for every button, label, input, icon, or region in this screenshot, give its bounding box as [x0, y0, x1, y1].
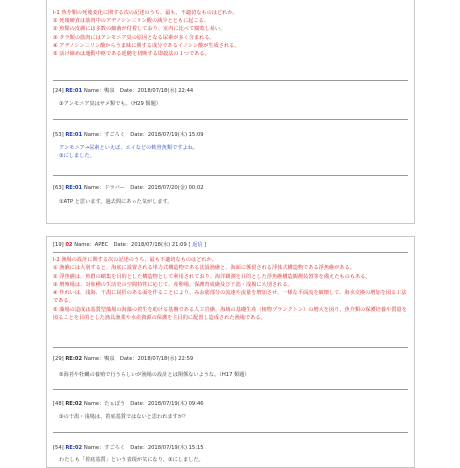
question-text	[47, 255, 414, 323]
question-text	[47, 0, 414, 59]
reply-number: [63]	[53, 185, 64, 191]
reply-line: ③の干潟・浅場は、着底基質ではないと思われますが？	[59, 414, 189, 420]
reply-line: ⑤海苔や牡蠣の養殖で行うらしいが漁場の設計とは関係ないような。（H17 類題）	[59, 372, 250, 378]
question-line: ③ タラ類の筋肉にはアンモニア臭の原因となる尿素が多く含まれる。	[53, 34, 215, 41]
question-line: Ⅰ-2 漁場の設計に関する次の記述のうち、最も不適切なものはどれか。	[53, 257, 217, 263]
reply-link[interactable]: RE:02	[65, 356, 83, 362]
post-meta: Name：APEC Date：2018/07/18(水) 21:09	[74, 242, 187, 248]
divider	[53, 432, 408, 433]
reply-link[interactable]: RE:01	[65, 132, 83, 138]
reply-body	[59, 100, 161, 108]
reply-number: [29]	[53, 356, 64, 362]
post-number: [19]	[53, 242, 64, 248]
reply-header	[53, 184, 204, 191]
reply-meta: Name：鴨泉 Date：2018/07/18(水) 22:44	[83, 88, 194, 94]
reply-button[interactable]: [ 返信 ]	[188, 242, 207, 248]
post-title: 02	[65, 242, 73, 248]
reply-meta: Name：鴨泉 Date：2018/07/18(水) 22:59	[83, 356, 194, 362]
question-line: Ⅰ-1 魚介類の死後変化に関する次の記述のうち、最も、不適切なものはどれか。	[53, 10, 238, 16]
reply-line: ③アンモニア臭はサメ類でも。（H29 類題）	[59, 101, 161, 107]
divider	[53, 389, 408, 390]
reply-meta: Name：ドラバー Date：2018/07/20(金) 00:02	[83, 185, 204, 191]
reply-header	[53, 400, 204, 407]
reply-line: わたしも「着底基質」という表現が気になり、③にしました。	[59, 457, 204, 463]
divider	[53, 252, 408, 253]
reply-meta: Name：たぁぼう Date：2018/07/19(木) 09:46	[83, 401, 204, 407]
reply-meta: Name：すごろく Date：2018/07/19(木) 15:15	[83, 445, 204, 451]
reply-link[interactable]: RE:01	[65, 185, 83, 191]
reply-header	[53, 444, 204, 451]
reply-number: [53]	[53, 132, 64, 138]
divider	[53, 175, 408, 176]
post-header	[53, 241, 206, 248]
divider	[53, 80, 408, 81]
reply-meta: Name：すごろく Date：2018/07/19(木) 15:09	[83, 132, 204, 138]
question-line: ② 魚類の皮膚には多数の細菌が付着しており、室内に比べて腐敗し易い。	[53, 26, 226, 33]
reply-body	[59, 371, 250, 379]
question-line: ① 漁礁には大別すると、海底に設置される単力式構造物である沈設漁礁と、海面に係留される浮体式構造物である浮魚礁がある。	[53, 265, 355, 272]
thread-box-02	[46, 236, 415, 468]
reply-line: ③にしました。	[59, 153, 95, 159]
reply-link[interactable]: RE:02	[65, 401, 83, 407]
reply-header	[53, 355, 193, 362]
reply-body	[59, 198, 172, 206]
reply-header	[53, 131, 204, 138]
reply-body	[59, 144, 198, 160]
question-line: ③ 増殖場は、対象種の生活史の空間特性に応じて、産卵場、保護育成礁及び干潟・浅場に大別される。	[53, 281, 293, 288]
question-line: ④ 作れいは、浅海、干潟に屈折のある面を作ることにより、みお筋部分の流速や流量を増加させ、一様な平面流を破壊して、海水交換の増加を図る工法である。	[53, 290, 407, 305]
thread-box-01	[46, 0, 415, 224]
reply-number: [48]	[53, 401, 64, 407]
reply-link[interactable]: RE:02	[65, 445, 83, 451]
reply-body	[59, 413, 188, 421]
reply-body	[59, 456, 204, 464]
reply-number: [24]	[53, 88, 64, 94]
reply-line: アンモニア→尿素といえば、エイなどの軟骨魚類ですよね。	[59, 145, 199, 151]
reply-number: [54]	[53, 445, 64, 451]
question-line: ④ アデノシン三リン酸からうま味に関する成分であるイノシン酸が生成される。	[53, 42, 240, 49]
question-line: ⑤ 活け締めは運動中枢である延髄を切断する即殺法の１つである。	[53, 51, 210, 58]
divider	[53, 119, 408, 120]
reply-line: ①ATP と思います。過去問にあった気がします。	[59, 199, 173, 205]
reply-header	[53, 87, 193, 94]
divider	[53, 347, 408, 348]
question-line: ① 死後硬直は筋肉中のアデノシン三リン酸の減少とともに起こる。	[53, 18, 210, 25]
question-line: ② 浮魚礁は、魚群の蝟集を目的とした構造物として利用されており、海洋観測を目的とした浮魚礁構造観測装置等を備えたものもある。	[53, 273, 371, 280]
question-line: ⑤ 藻場の造成は基質型藻場の海藻の着生を助ける基盤である人工岩礁、海域の基礎生産（植物プランクトン）の増大を図り、魚介類の保護培養や質量を図ることを目的とした漁具漁業や水産資源の保護を主目的に配置し造成された漁場である。	[53, 306, 407, 322]
reply-link[interactable]: RE:01	[65, 88, 83, 94]
